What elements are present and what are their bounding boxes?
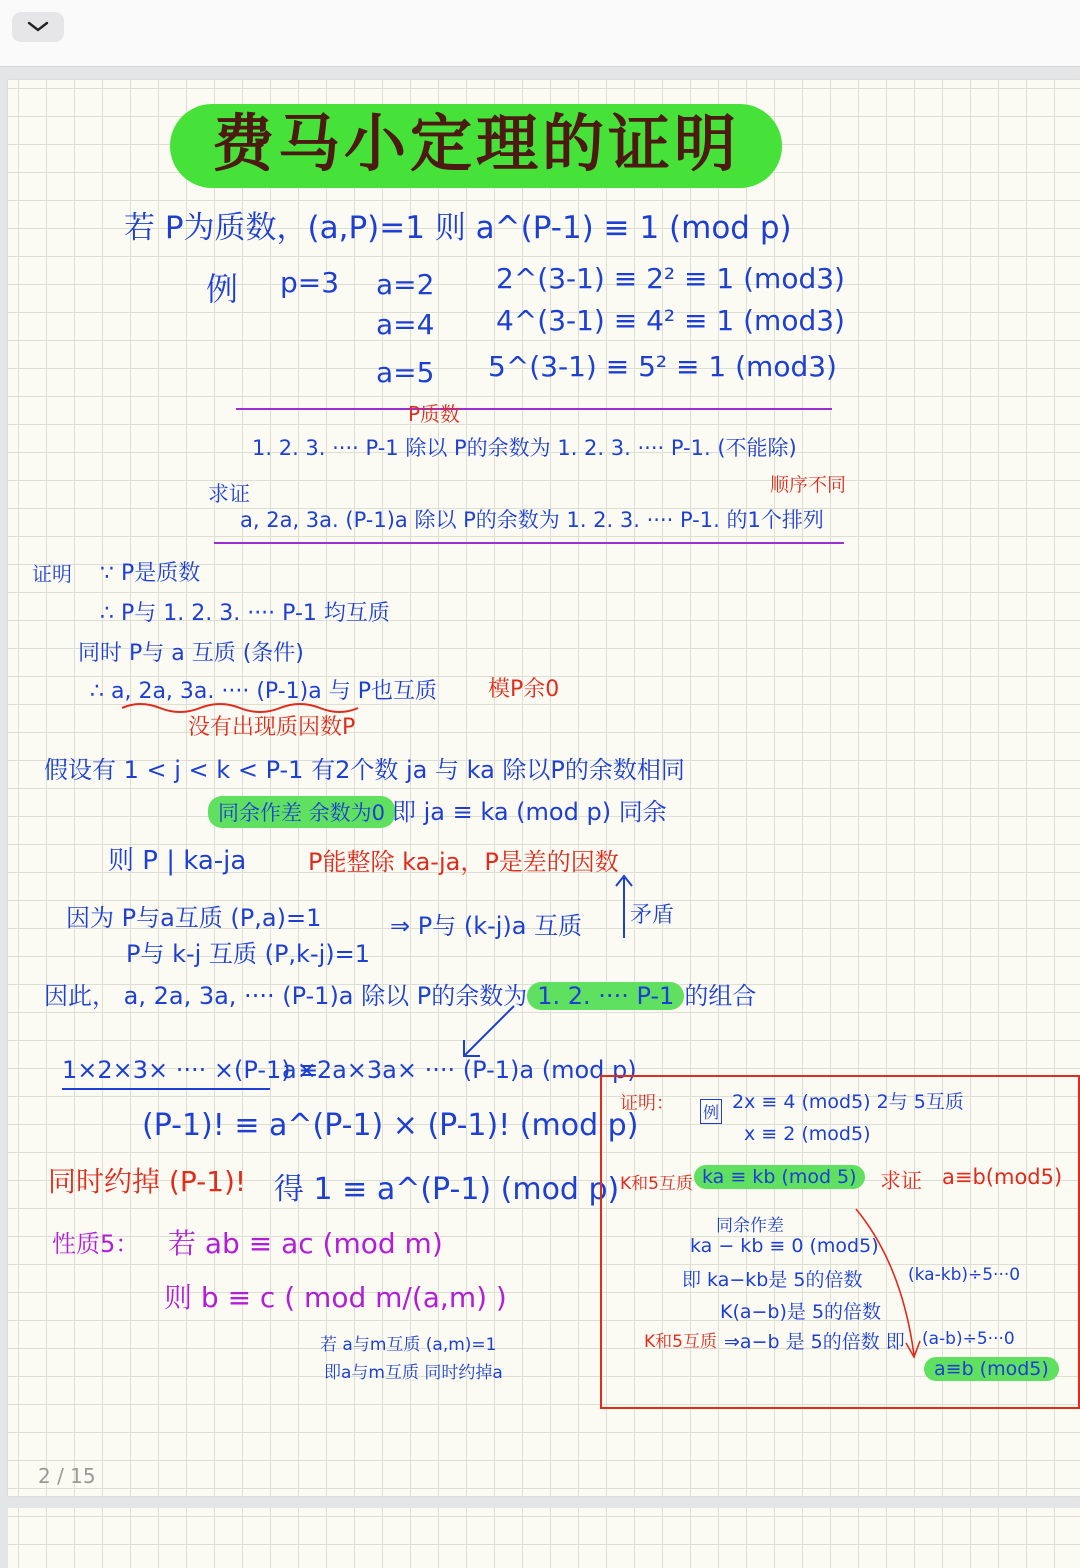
hence-suffix: 的组合	[684, 982, 757, 1010]
then-note: P能整除 ka-ja，P是差的因数	[308, 848, 619, 876]
because-line-2: P与 k-j 互质 (P,k-j)=1	[126, 940, 371, 968]
hence-line	[44, 976, 756, 1011]
property-line-2: 则 b ≡ c ( mod m/(a,m) )	[164, 1281, 507, 1314]
box-step-2: ka − kb ≡ 0 (mod5)	[690, 1235, 879, 1257]
diff-line: 即 ja ≡ ka (mod p) 同余	[392, 798, 667, 826]
box-step-4: K(a−b)是 5的倍数	[720, 1301, 882, 1323]
box-example-2: x ≡ 2 (mod5)	[744, 1123, 871, 1145]
box-final: a≡b (mod5)	[924, 1357, 1059, 1381]
lemma-line-1: 1. 2. 3. ···· P-1 除以 P的余数为 1. 2. 3. ···· P-1. (不能除)	[252, 436, 797, 460]
divider-bottom	[214, 542, 844, 544]
box-step-5-label: K和5互质	[644, 1332, 717, 1352]
product-right: a×2a×3a× ···· (P-1)a (mod p)	[282, 1056, 637, 1084]
page-indicator: 2 / 15	[38, 1464, 96, 1488]
example-expr-3: 5^(3-1) ≡ 5² ≡ 1 (mod3)	[488, 350, 837, 383]
product-underline	[62, 1088, 270, 1090]
property-label: 性质5：	[52, 1230, 140, 1258]
then-line: 则 P | ka-ja	[108, 846, 247, 876]
box-step-3: 即 ka−kb是 5的倍数	[682, 1269, 863, 1291]
proof-line-4: ∴ a, 2a, 3a. ···· (P-1)a 与 P也互质	[90, 679, 437, 704]
box-seek: 求证	[880, 1169, 922, 1193]
box-arrow-icon	[852, 1205, 922, 1365]
box-step-5: ⇒a−b 是 5的倍数 即	[724, 1331, 905, 1353]
contradiction: 矛盾	[630, 903, 675, 928]
diff-highlight: 同余作差 余数为0	[208, 796, 395, 828]
chevron-down-icon	[27, 21, 49, 33]
hence-prefix: 因此， a, 2a, 3a, ···· (P-1)a 除以 P的余数为	[44, 982, 528, 1010]
proof-line-3: 同时 P与 a 互质 (条件)	[78, 641, 304, 666]
example-expr-2: 4^(3-1) ≡ 4² ≡ 1 (mod3)	[496, 304, 845, 337]
example-p: p=3	[280, 266, 340, 299]
box-condition-label: K和5互质	[620, 1174, 693, 1194]
lemma-seek: 求证	[208, 482, 250, 506]
box-example-1: 2x ≡ 4 (mod5) 2与 5互质	[732, 1091, 964, 1113]
example-a-3: a=5	[376, 356, 435, 389]
proof-label: 证明	[32, 562, 72, 586]
arrow-down-left-icon	[458, 1004, 518, 1060]
proof-line-2: ∴ P与 1. 2. 3. ···· P-1 均互质	[100, 601, 390, 626]
proof-underline-note: 没有出现质因数P	[188, 715, 356, 740]
top-bar	[0, 0, 1080, 67]
example-expr-1: 2^(3-1) ≡ 2² ≡ 1 (mod3)	[496, 262, 845, 295]
property-line-1: 若 ab ≡ ac (mod m)	[168, 1227, 443, 1260]
side-proof-box	[600, 1075, 1080, 1409]
property-note-2: 即a与m互质 同时约掉a	[324, 1363, 503, 1383]
example-label: 例	[206, 270, 239, 308]
proof-line-1: ∵ P是质数	[100, 561, 201, 586]
property-note-1: 若 a与m互质 (a,m)=1	[320, 1335, 497, 1355]
example-a-2: a=4	[376, 308, 435, 341]
box-step-3-note: (ka-kb)÷5···0	[908, 1265, 1021, 1285]
product-left: 1×2×3× ···· ×(P-1) ≡	[62, 1056, 319, 1084]
result-line: 得 1 ≡ a^(P-1) (mod p)	[274, 1172, 620, 1207]
example-a-1: a=2	[376, 268, 435, 301]
next-page-edge	[8, 1508, 1080, 1568]
factorial-line: (P-1)! ≡ a^(P-1) × (P-1)! (mod p)	[142, 1108, 639, 1143]
note-p-prime: P质数	[408, 402, 461, 426]
page-title: 费马小定理的证明	[211, 107, 740, 180]
note-order: 顺序不同	[770, 474, 847, 496]
cancel-line: 同时约掉 (P-1)!	[48, 1165, 247, 1198]
because-line-1: 因为 P与a互质 (P,a)=1	[66, 904, 322, 932]
box-goal: a≡b(mod5)	[942, 1165, 1063, 1189]
box-step-1: 同余作差	[716, 1216, 784, 1236]
hence-highlight: 1. 2. ···· P-1	[527, 982, 684, 1010]
proof-note-mod-zero: 模P余0	[488, 677, 560, 702]
box-example-label: 例	[700, 1099, 722, 1124]
assumption: 假设有 1 < j < k < P-1 有2个数 ja 与 ka 除以P的余数相同	[44, 756, 685, 784]
box-condition: ka ≡ kb (mod 5)	[694, 1165, 865, 1189]
box-label: 证明：	[620, 1093, 674, 1114]
collapse-button[interactable]	[12, 12, 64, 42]
implies-line: ⇒ P与 (k-j)a 互质	[390, 912, 583, 940]
divider-top	[236, 408, 832, 410]
box-step-5-note: (a-b)÷5···0	[922, 1329, 1015, 1349]
theorem-statement: 若 P为质数，(a,P)=1 则 a^(P-1) ≡ 1 (mod p)	[124, 210, 792, 246]
note-page	[8, 80, 1080, 1496]
lemma-line-2: a, 2a, 3a. (P-1)a 除以 P的余数为 1. 2. 3. ···· P-1. 的1个排列	[240, 508, 824, 532]
